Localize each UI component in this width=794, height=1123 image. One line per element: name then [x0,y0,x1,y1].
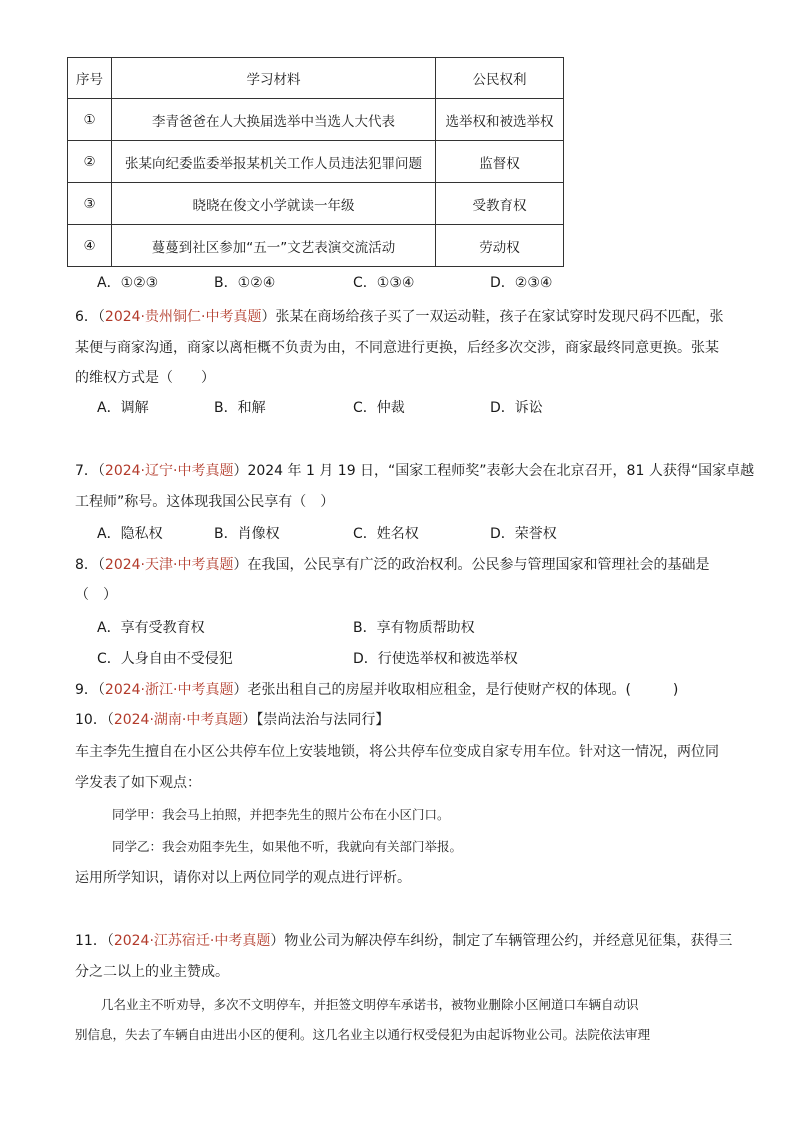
question-10-ask: 运用所学知识，请你对以上两位同学的观点进行评析。 [75,870,411,886]
question-source: 2024·湖南·中考真题 [113,712,243,728]
row-number: ② [68,141,112,183]
question-6-line-2: 某便与商家沟通，商家以离柜概不负责为由，不同意进行更换，后经多次交涉，商家最终同意更换。张某 [75,340,719,356]
row-right: 监督权 [436,141,564,183]
table-row [68,141,564,183]
question-source: 2024·浙江·中考真题 [104,682,234,698]
question-number: 11． [75,933,107,949]
q6-option-d: D．诉讼 [490,400,543,416]
question-7-line-2: 工程师”称号。这体现我国公民享有（ ） [75,494,335,510]
question-text: 【崇尚法治与法同行】 [256,712,390,728]
table-row [68,183,564,225]
q5-option-c: C．①③④ [353,275,415,291]
question-source: 2024·天津·中考真题 [104,557,234,573]
q8-option-b: B．享有物质帮助权 [353,620,475,636]
row-material: 李青爸爸在人大换届选举中当选人大代表 [112,99,436,141]
question-text: 2024 年 1 月 19 日，“国家工程师奖”表彰大会在北京召开，81 人获得“国家卓越 [247,463,755,479]
question-number: 9． [75,682,98,698]
table-row [68,225,564,267]
question-7-line-1: 7．（2024·辽宁·中考真题）2024 年 1 月 19 日，“国家工程师奖”表彰大会在北京召开，81 人获得“国家卓越 [75,463,755,479]
question-10-line-1: 10．（2024·湖南·中考真题）【崇尚法治与法同行】 [75,712,390,728]
question-source: 2024·贵州铜仁·中考真题 [104,309,262,325]
question-6-line-1: 6．（2024·贵州铜仁·中考真题）张某在商场给孩子买了一双运动鞋，孩子在家试穿时发现尺码不匹配，张 [75,309,724,325]
question-11-line-2: 分之二以上的业主赞成。 [75,964,229,980]
q8-option-d: D．行使选举权和被选举权 [353,651,518,667]
q7-option-d: D．荣誉权 [490,526,557,542]
rights-table [67,57,564,267]
question-text: 在我国，公民享有广泛的政治权利。公民参与管理国家和管理社会的基础是 [247,557,710,573]
q5-option-d: D．②③④ [490,275,553,291]
question-number: 10． [75,712,107,728]
q5-option-a: A．①②③ [97,275,159,291]
question-10-line-3: 学发表了如下观点： [75,775,201,791]
q7-option-a: A．隐私权 [97,526,163,542]
table-header-row [68,58,564,99]
q6-option-c: C．仲裁 [353,400,405,416]
q7-option-b: B．肖像权 [214,526,280,542]
question-11-material-line-2: 别信息，失去了车辆自由进出小区的便利。这几名业主以通行权受侵犯为由起诉物业公司。法院依法审理 [75,1027,651,1042]
question-text: 张某在商场给孩子买了一双运动鞋，孩子在家试穿时发现尺码不匹配，张 [275,309,724,325]
question-11-material-line-1: 几名业主不听劝导，多次不文明停车，并拒签文明停车承诺书，被物业删除小区闸道口车辆自动识 [101,997,639,1012]
q5-option-b: B．①②④ [214,275,276,291]
question-text: 老张出租自己的房屋并收取相应租金，是行使财产权的体现。( ) [247,682,679,698]
question-8-line-1: 8．（2024·天津·中考真题）在我国，公民享有广泛的政治权利。公民参与管理国家和管理社会的基础是 [75,557,710,573]
row-right: 劳动权 [436,225,564,267]
question-9-line-1: 9．（2024·浙江·中考真题）老张出租自己的房屋并收取相应租金，是行使财产权的体现。( ) [75,682,679,698]
row-material: 蔓蔓到社区参加“五一”文艺表演交流活动 [112,225,436,267]
question-6-line-3: 的维权方式是（ ） [75,370,215,386]
table-row [68,99,564,141]
row-number: ④ [68,225,112,267]
row-right: 受教育权 [436,183,564,225]
question-8-line-2: （ ） [75,587,117,603]
row-number: ① [68,99,112,141]
question-10-line-2: 车主李先生擅自在小区公共停车位上安装地锁，将公共停车位变成自家专用车位。针对这一情况，两位同 [75,744,719,760]
header-cell: 序号 [68,58,112,99]
row-right: 选举权和被选举权 [436,99,564,141]
q6-option-a: A．调解 [97,400,149,416]
q7-option-c: C．姓名权 [353,526,419,542]
row-material: 张某向纪委监委举报某机关工作人员违法犯罪问题 [112,141,436,183]
question-number: 6． [75,309,98,325]
question-number: 7． [75,463,98,479]
q6-option-b: B．和解 [214,400,266,416]
q8-option-c: C．人身自由不受侵犯 [97,651,233,667]
header-cell: 公民权利 [436,58,564,99]
header-cell: 学习材料 [112,58,436,99]
question-11-line-1: 11．（2024·江苏宿迁·中考真题）物业公司为解决停车纠纷，制定了车辆管理公约，并经意见征集，获得三 [75,933,733,949]
row-material: 晓晓在俊文小学就读一年级 [112,183,436,225]
row-number: ③ [68,183,112,225]
question-source: 2024·辽宁·中考真题 [104,463,234,479]
question-text: 物业公司为解决停车纠纷，制定了车辆管理公约，并经意见征集，获得三 [284,933,733,949]
student-a-quote: 同学甲：我会马上拍照，并把李先生的照片公布在小区门口。 [112,807,450,822]
q8-option-a: A．享有受教育权 [97,620,205,636]
student-b-quote: 同学乙：我会劝阻李先生，如果他不听，我就向有关部门举报。 [112,839,463,854]
question-number: 8． [75,557,98,573]
question-source: 2024·江苏宿迁·中考真题 [113,933,271,949]
